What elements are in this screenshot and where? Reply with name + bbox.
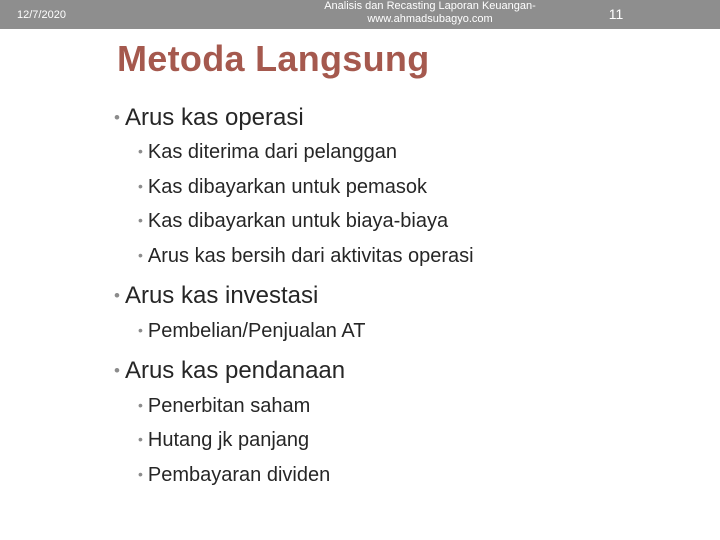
bullet-icon: • bbox=[138, 322, 143, 338]
slide-date: 12/7/2020 bbox=[17, 9, 66, 21]
section-heading-investasi: • Arus kas investasi bbox=[114, 282, 319, 309]
bullet-icon: • bbox=[138, 247, 143, 263]
section-heading-operasi: • Arus kas operasi bbox=[114, 104, 304, 131]
header-bar bbox=[0, 0, 720, 29]
bullet-icon: • bbox=[138, 143, 143, 159]
header-title-line-1: Analisis dan Recasting Laporan Keuangan- bbox=[324, 0, 536, 12]
bullet-icon: • bbox=[138, 397, 143, 413]
list-item: • Hutang jk panjang bbox=[138, 429, 310, 451]
list-item: • Penerbitan saham bbox=[138, 395, 311, 417]
header-title-line-2: www.ahmadsubagyo.com bbox=[367, 13, 493, 25]
list-item: • Kas dibayarkan untuk pemasok bbox=[138, 176, 427, 198]
list-item: • Arus kas bersih dari aktivitas operasi bbox=[138, 245, 474, 267]
bullet-icon: • bbox=[138, 466, 143, 482]
slide-number: 11 bbox=[608, 6, 624, 22]
bullet-icon: • bbox=[114, 361, 120, 380]
bullet-icon: • bbox=[114, 108, 120, 127]
header-title bbox=[305, 0, 555, 26]
bullet-icon: • bbox=[114, 286, 120, 305]
section-heading-pendanaan: • Arus kas pendanaan bbox=[114, 357, 346, 384]
bullet-icon: • bbox=[138, 431, 143, 447]
bullet-icon: • bbox=[138, 212, 143, 228]
bullet-icon: • bbox=[138, 178, 143, 194]
slide-title: Metoda Langsung bbox=[117, 38, 430, 79]
list-item: • Pembayaran dividen bbox=[138, 464, 331, 486]
list-item: • Kas diterima dari pelanggan bbox=[138, 141, 397, 163]
list-item: • Kas dibayarkan untuk biaya-biaya bbox=[138, 210, 449, 232]
list-item: • Pembelian/Penjualan AT bbox=[138, 320, 366, 342]
